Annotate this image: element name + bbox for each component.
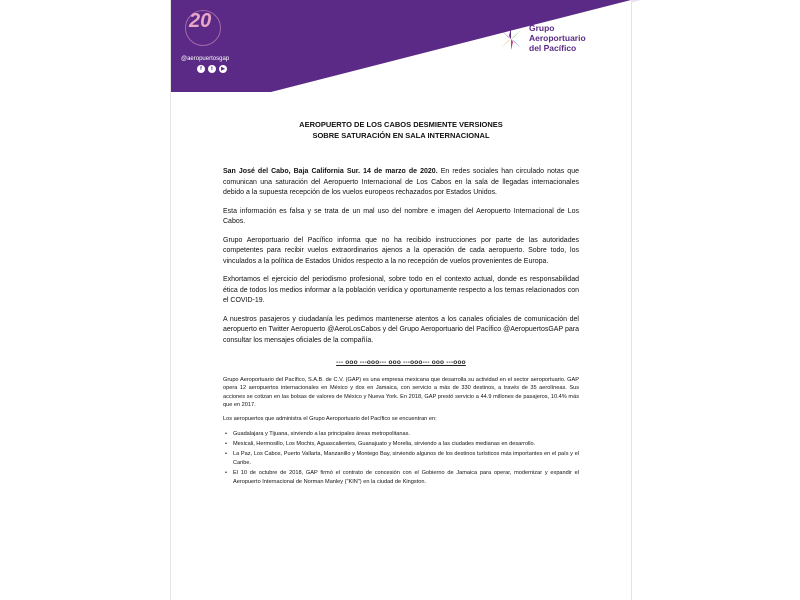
lede-paragraph (223, 167, 579, 199)
airports-intro: Los aeropuertos que administra el Grupo Aeroportuario del Pacífico se encuentran en: (223, 416, 437, 423)
dateline: San José del Cabo, Baja California Sur. 14 de marzo de 2020. (223, 168, 438, 175)
list-item: • El 10 de octubre de 2018, GAP firmó el contrato de concesión con el Gobierno de Jamaica para operar, modernizar y expandir el Aeropuerto Internacional de Norman Manley ("KIN") en la ciudad de Kingston. (233, 469, 579, 486)
social-handle[interactable]: @aeropuertosgap (181, 56, 230, 62)
paragraph-3: Grupo Aeroportuario del Pacífico informa que no ha recibido instrucciones por parte de las autoridades competentes para recibir vuelos extraordinarios ajenos a la operación de cada aeropuerto. Sobre todo, los vinculados a la política de Estados Unidos respecto a la no recepción de vuelos provenientes de Europa. (223, 236, 579, 265)
paragraph-4: Exhortamos el ejercicio del periodismo profesional, sobre todo en el contexto actual, donde es responsabilidad ética de todos los medios informar a la población verídica y oportunamente respecto a los temas relacionados con el COVID-19. (223, 276, 579, 304)
about-gap (223, 376, 579, 486)
social-icons (197, 65, 227, 73)
lede-text: En redes sociales han circulado notas que comunican una saturación del Aeropuerto Internacional de Los Cabos en la sala de llegadas internacionales debido a la supuesta recepción de los vuelos europeos rechazados por Estados Unidos. (223, 168, 579, 196)
section-separator: --- ooo ---ooo--- ooo ---ooo--- ooo ---ooo (336, 359, 466, 366)
youtube-icon[interactable]: ▶ (219, 65, 227, 73)
list-item: • Guadalajara y Tijuana, sirviendo a las principales áreas metropolitanas. (233, 430, 579, 438)
header-banner (171, 0, 271, 92)
paragraph-5: A nuestros pasajeros y ciudadanía les pedimos mantenerse atentos a los canales oficiales de comunicación del aeropuerto en Twitter Aeropuerto @AeroLosCabos y del Grupo Aeroportuario del Pacífico @AeropuertosGAP para consultar los mensajes oficiales de la compañía. (223, 315, 579, 344)
press-release-page (170, 0, 632, 600)
list-item: • Mexicali, Hermosillo, Los Mochis, Aguascalientes, Guanajuato y Morelia, sirviendo a las ciudades medianas en desarrollo. (233, 440, 579, 448)
airports-list (223, 430, 579, 486)
gap-brand-name: Grupo Aeroportuario del Pacífico (529, 23, 586, 53)
paragraph-2: Esta información es falsa y se trata de un mal uso del nombre e imagen del Aeropuerto Internacional de Los Cabos. (223, 207, 579, 225)
anniversary-logo (183, 8, 223, 48)
gap-star-icon (499, 27, 523, 51)
press-body (223, 167, 579, 488)
anniversary-number: 20 (189, 10, 212, 32)
facebook-icon[interactable]: f (197, 65, 205, 73)
about-paragraph: Grupo Aeroportuario del Pacífico, S.A.B. de C.V. (GAP) es una empresa mexicana que desarrolla su actividad en el sector aeroportuario. GAP opera 12 aeropuertos internacionales en México y dos en Jamaica, con servicio a más de 330 destinos, a través de 35 aerolíneas. Sus acciones se cotizan en las bolsas de valores de México y Nueva York. En 2018, GAP prestó servicio a 44.9 millones de pasajeros, 10.4% más que en 2017. (223, 376, 579, 408)
twitter-icon[interactable]: t (208, 65, 216, 73)
gap-brand (499, 24, 593, 53)
list-item: • La Paz, Los Cabos, Puerto Vallarta, Manzanillo y Montego Bay, sirviendo algunos de los destinos turísticos más importantes en el país y el Caribe. (233, 450, 579, 467)
press-title: AEROPUERTO DE LOS CABOS DESMIENTE VERSIONES SOBRE SATURACIÓN EN SALA INTERNACIONAL (299, 120, 503, 140)
